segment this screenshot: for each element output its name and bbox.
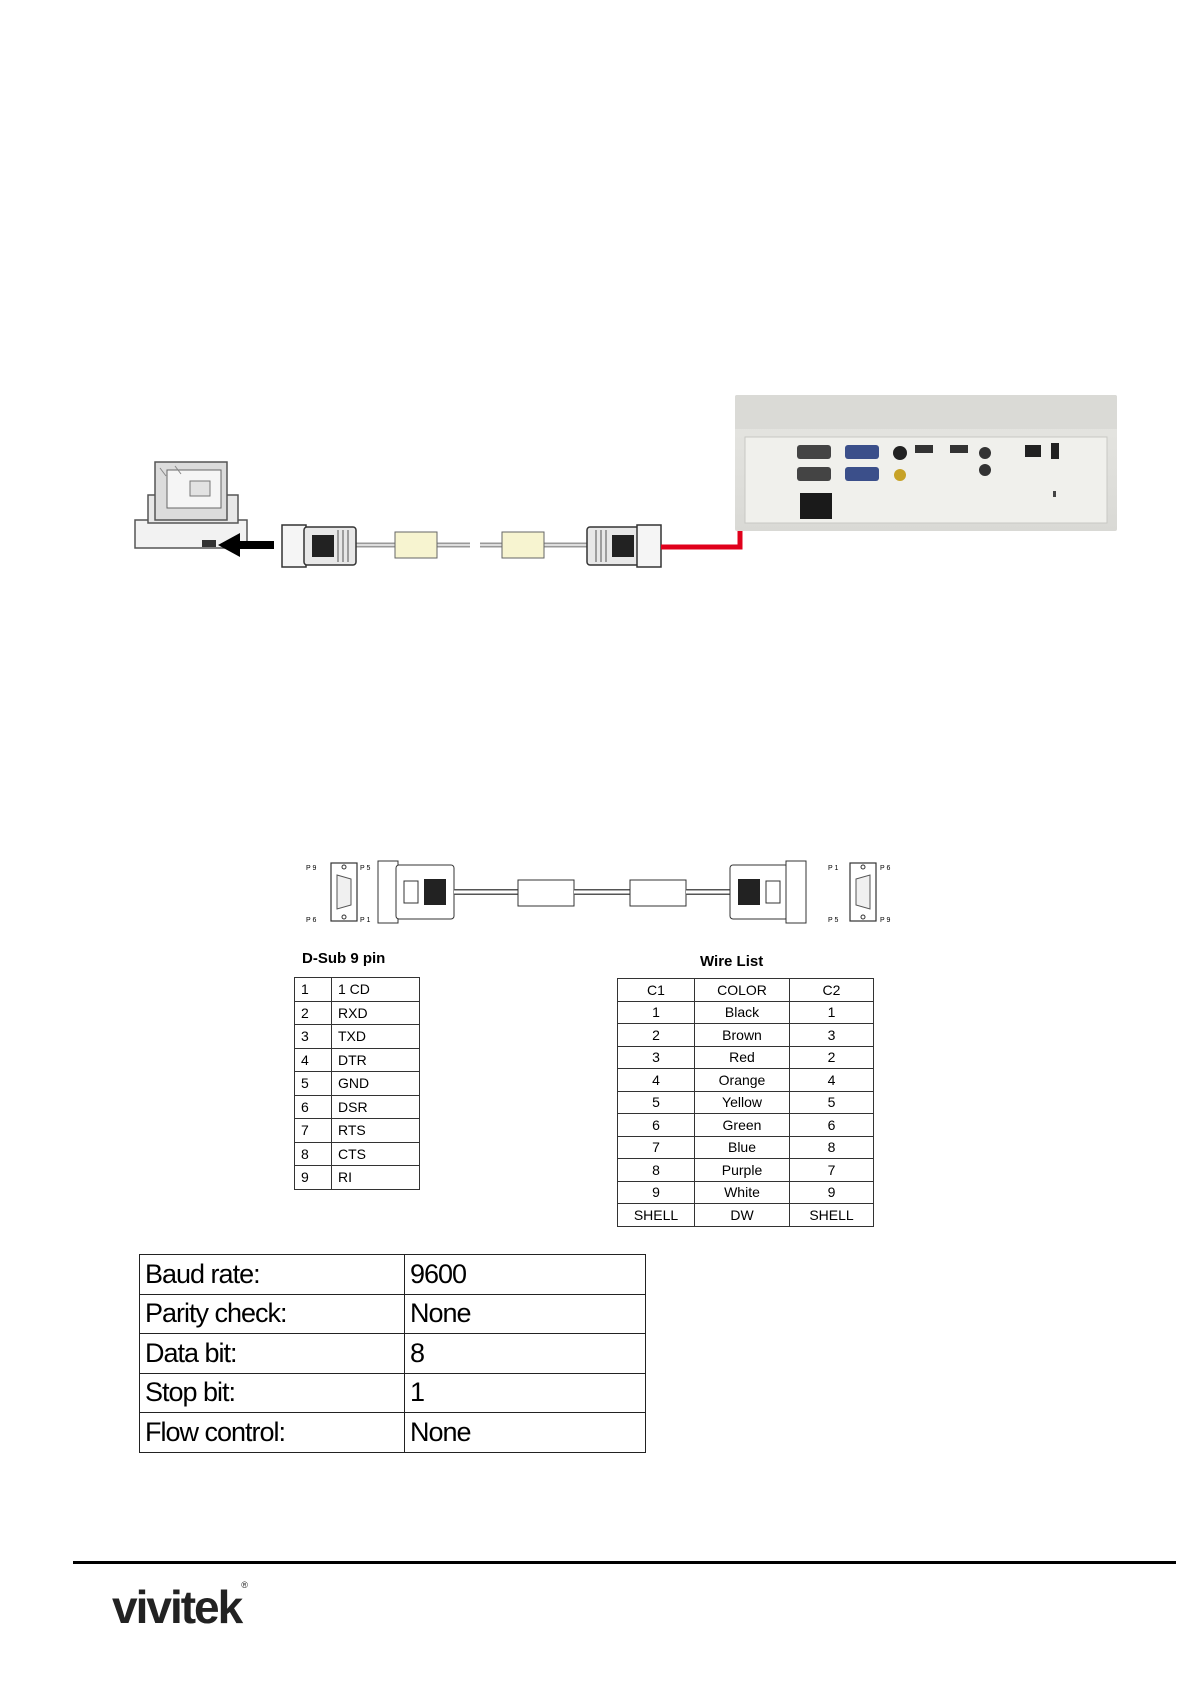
wire-header-cell: COLOR: [695, 979, 790, 1002]
wire-cell: Green: [695, 1114, 790, 1137]
wire-row: [618, 1136, 874, 1159]
signal-cell: RTS: [332, 1119, 420, 1143]
wire-cell: 8: [618, 1159, 695, 1182]
serial-cable-icon: [282, 525, 661, 567]
settings-row: [140, 1255, 646, 1295]
pin-number-cell: 3: [295, 1025, 332, 1049]
wire-header-cell: C1: [618, 979, 695, 1002]
wire-cell: Purple: [695, 1159, 790, 1182]
wire-cell: Black: [695, 1001, 790, 1024]
pin-number-cell: 9: [295, 1166, 332, 1190]
settings-row: [140, 1413, 646, 1453]
projector-ports-icon: [735, 395, 1117, 531]
pin-label: P 1: [360, 917, 371, 924]
signal-cell: CTS: [332, 1142, 420, 1166]
signal-cell: RI: [332, 1166, 420, 1190]
dsub-row: [295, 1025, 420, 1049]
wire-list-caption: Wire List: [700, 953, 764, 970]
brand-name: vivitek: [112, 1581, 242, 1633]
wire-cell: 5: [790, 1091, 874, 1114]
signal-cell: RXD: [332, 1001, 420, 1025]
pin-label: P 6: [306, 917, 317, 924]
wire-cell: 9: [790, 1181, 874, 1204]
wire-cell: Brown: [695, 1024, 790, 1047]
signal-cell: 1 CD: [332, 978, 420, 1002]
wire-cell: Blue: [695, 1136, 790, 1159]
setting-label: Baud rate:: [140, 1255, 405, 1295]
wire-row: [618, 1204, 874, 1227]
wire-row: [618, 1024, 874, 1047]
setting-value: 9600: [405, 1255, 646, 1295]
db9-male-face-right-icon: [850, 863, 876, 921]
wire-row: [618, 1114, 874, 1137]
wire-cell: 1: [790, 1001, 874, 1024]
signal-cell: DTR: [332, 1048, 420, 1072]
db9-cable-pinout-diagram: [300, 855, 920, 935]
wire-cell: 3: [618, 1046, 695, 1069]
serial-cable-icon: [378, 861, 806, 923]
setting-label: Stop bit:: [140, 1373, 405, 1413]
wire-header-cell: C2: [790, 979, 874, 1002]
wire-cell: 3: [790, 1024, 874, 1047]
pin-number-cell: 4: [295, 1048, 332, 1072]
pin-label: P 9: [306, 865, 317, 872]
wire-cell: 8: [790, 1136, 874, 1159]
wire-list-table: [617, 978, 874, 1227]
pin-number-cell: 7: [295, 1119, 332, 1143]
setting-value: 8: [405, 1334, 646, 1374]
dsub-row: [295, 1048, 420, 1072]
wire-cell: 1: [618, 1001, 695, 1024]
signal-cell: TXD: [332, 1025, 420, 1049]
settings-row: [140, 1294, 646, 1334]
dsub-pin-table: [294, 977, 420, 1190]
pin-number-cell: 8: [295, 1142, 332, 1166]
wire-cell: Yellow: [695, 1091, 790, 1114]
wire-cell: 6: [790, 1114, 874, 1137]
pin-label: P 6: [880, 865, 891, 872]
pin-label: P 9: [880, 917, 891, 924]
dsub-caption: D-Sub 9 pin: [302, 950, 386, 967]
wire-cell: 4: [790, 1069, 874, 1092]
setting-label: Flow control:: [140, 1413, 405, 1453]
wire-cell: 4: [618, 1069, 695, 1092]
pin-label: P 1: [828, 865, 839, 872]
dsub-row: [295, 1095, 420, 1119]
registered-mark: ®: [241, 1580, 248, 1590]
wire-row: [618, 1159, 874, 1182]
dsub-row: [295, 1119, 420, 1143]
dsub-row: [295, 1001, 420, 1025]
serial-settings-table: [139, 1254, 646, 1453]
setting-label: Parity check:: [140, 1294, 405, 1334]
pin-number-cell: 5: [295, 1072, 332, 1096]
db9-female-face-left-icon: [331, 863, 357, 921]
wire-cell: White: [695, 1181, 790, 1204]
pin-label: P 5: [828, 917, 839, 924]
setting-value: None: [405, 1413, 646, 1453]
wire-cell: SHELL: [790, 1204, 874, 1227]
signal-cell: GND: [332, 1072, 420, 1096]
wire-cell: 7: [790, 1159, 874, 1182]
wire-row: [618, 1001, 874, 1024]
settings-row: [140, 1373, 646, 1413]
wire-cell: Red: [695, 1046, 790, 1069]
setting-value: None: [405, 1294, 646, 1334]
setting-value: 1: [405, 1373, 646, 1413]
wire-row: [618, 1069, 874, 1092]
computer-icon: [135, 462, 247, 548]
wire-cell: 6: [618, 1114, 695, 1137]
wire-cell: DW: [695, 1204, 790, 1227]
wire-row: [618, 1181, 874, 1204]
wire-cell: SHELL: [618, 1204, 695, 1227]
signal-cell: DSR: [332, 1095, 420, 1119]
wire-cell: Orange: [695, 1069, 790, 1092]
wire-cell: 7: [618, 1136, 695, 1159]
pin-number-cell: 2: [295, 1001, 332, 1025]
wire-header-row: [618, 979, 874, 1002]
dsub-row: [295, 1072, 420, 1096]
pin-number-cell: 1: [295, 978, 332, 1002]
dsub-row: [295, 1166, 420, 1190]
wire-row: [618, 1091, 874, 1114]
vivitek-logo: [112, 1580, 248, 1634]
wire-row: [618, 1046, 874, 1069]
wire-cell: 2: [790, 1046, 874, 1069]
dsub-row: [295, 1142, 420, 1166]
pin-label: P 5: [360, 865, 371, 872]
settings-row: [140, 1334, 646, 1374]
pin-number-cell: 6: [295, 1095, 332, 1119]
setting-label: Data bit:: [140, 1334, 405, 1374]
wire-cell: 5: [618, 1091, 695, 1114]
projector-rear-panel-image: [735, 395, 1117, 531]
wire-cell: 9: [618, 1181, 695, 1204]
wire-cell: 2: [618, 1024, 695, 1047]
dsub-row: [295, 978, 420, 1002]
footer-rule: [73, 1561, 1176, 1564]
